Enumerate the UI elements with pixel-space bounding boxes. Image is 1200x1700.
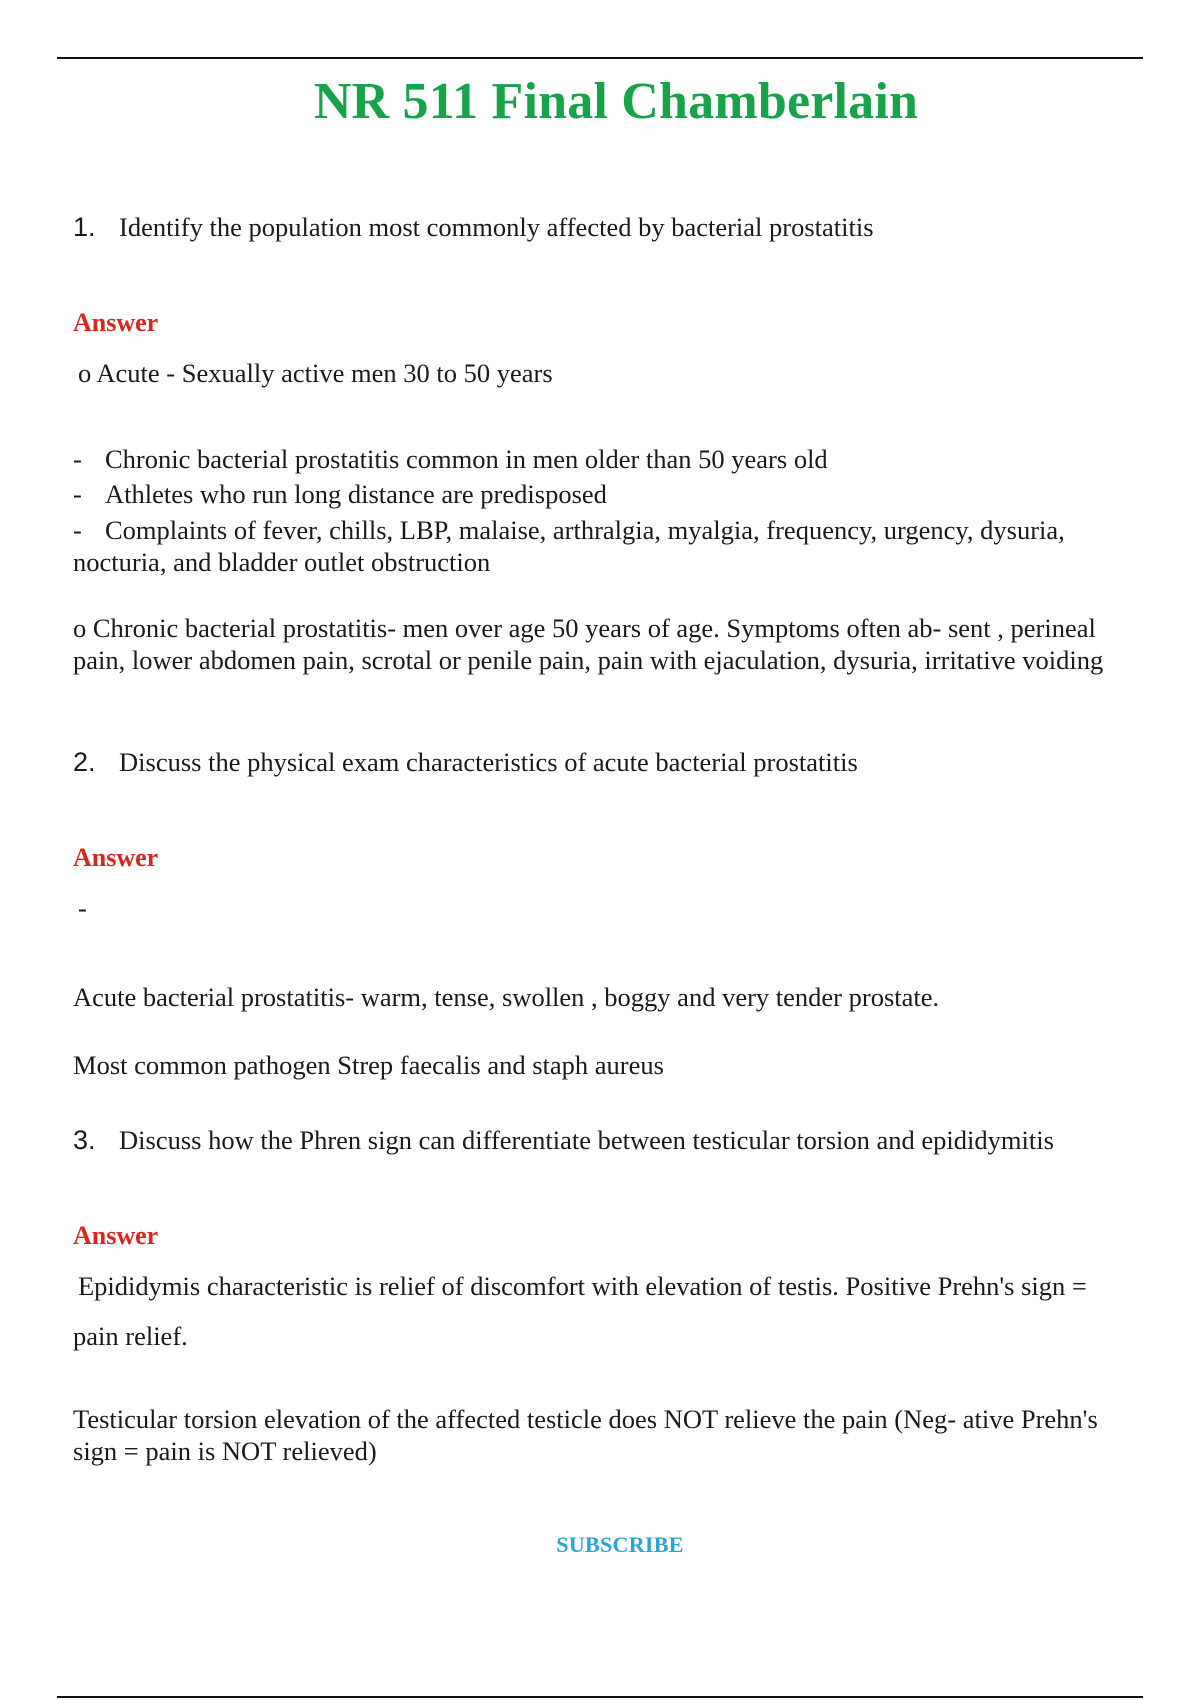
answer-1-bullet <box>73 443 1143 475</box>
question-1 <box>73 211 874 243</box>
question-text: Discuss how the Phren sign can differentiate between testicular torsion and epididymitis <box>119 1125 1054 1155</box>
question-3 <box>73 1124 1054 1156</box>
answer-label-1: Answer <box>73 308 159 337</box>
question-number: 2. <box>73 747 96 777</box>
question-2 <box>73 746 858 778</box>
answer-1-chronic: o Chronic bacterial prostatitis- men over age 50 years of age. Symptoms often ab- sent , perineal pain, lower abdomen pain, scrotal or penile pain, pain with ejaculation, dysuria, irritative voiding <box>73 613 1104 675</box>
bullet-dash: - <box>73 444 82 474</box>
answer-1-bullet <box>73 514 1143 578</box>
answer-label-3: Answer <box>73 1221 159 1250</box>
answer-2-pathogen: Most common pathogen Strep faecalis and staph aureus <box>73 1050 664 1080</box>
answer-3-epididymis-line1: Epididymis characteristic is relief of discomfort with elevation of testis. Positive Prehn's sign = <box>78 1271 1087 1301</box>
bullet-dash: - <box>73 515 82 545</box>
question-number: 3. <box>73 1125 96 1155</box>
bullet-text: Complaints of fever, chills, LBP, malaise, arthralgia, myalgia, frequency, urgency, dysuria, nocturia, and bladder outlet obstruction <box>73 515 1065 577</box>
document-title: NR 511 Final Chamberlain <box>313 73 919 130</box>
bottom-rule <box>57 1696 1143 1698</box>
answer-2-dash: - <box>78 893 87 923</box>
answer-1-bullet <box>73 478 1143 510</box>
question-text: Identify the population most commonly affected by bacterial prostatitis <box>119 212 874 242</box>
answer-3-torsion: Testicular torsion elevation of the affected testicle does NOT relieve the pain (Neg- ative Prehn's sign = pain is NOT relieved) <box>73 1404 1098 1466</box>
bullet-dash: - <box>73 479 82 509</box>
bullet-text: Athletes who run long distance are predisposed <box>105 479 607 509</box>
answer-1-acute: o Acute - Sexually active men 30 to 50 years <box>78 358 553 388</box>
answer-2-exam: Acute bacterial prostatitis- warm, tense, swollen , boggy and very tender prostate. <box>73 982 940 1012</box>
subscribe-link[interactable]: SUBSCRIBE <box>556 1532 684 1557</box>
answer-3-epididymis-line2: pain relief. <box>73 1321 188 1351</box>
question-text: Discuss the physical exam characteristics of acute bacterial prostatitis <box>119 747 858 777</box>
question-number: 1. <box>73 212 96 242</box>
answer-label-2: Answer <box>73 843 159 872</box>
bullet-text: Chronic bacterial prostatitis common in men older than 50 years old <box>105 444 828 474</box>
top-rule <box>57 57 1143 59</box>
